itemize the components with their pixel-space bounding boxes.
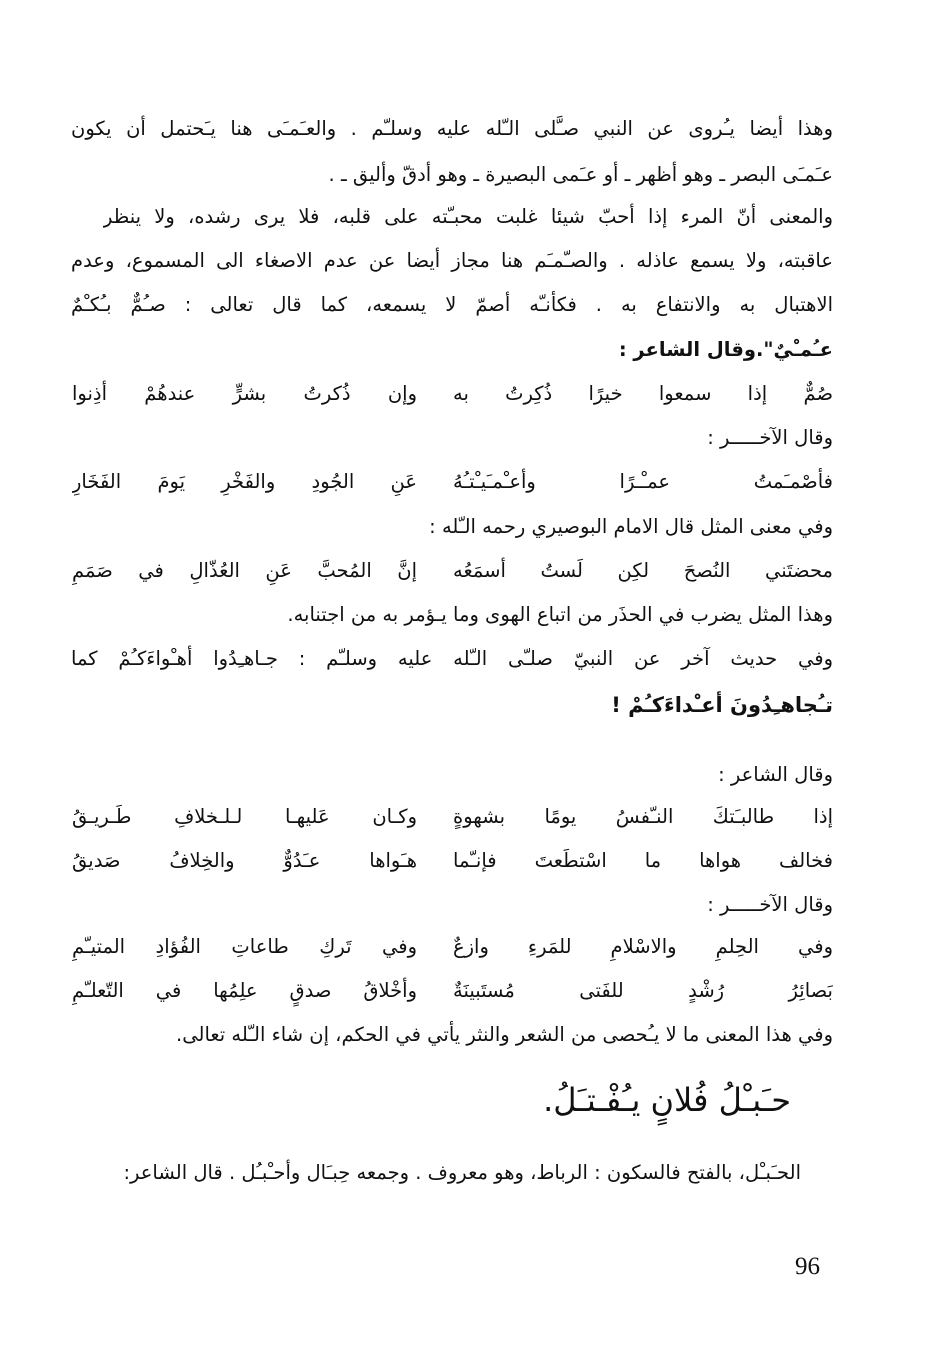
definition-line: الحـَبـْل، بالفتح فالسكون : الرباط، وهو معروف . وجمعه حِبـَال وأحـْبـُل . قال الشاعر: <box>123 1161 801 1184</box>
body-line-10: وفي حديث آخر عن النبيّ صلـّى الـّله عليه وسلـّم : جـاهـِدُوا أهـْواءَكـُمْ كما <box>71 647 833 670</box>
verse-2-hemistich-2: عَنِ الجُودِ والفَخْرِ يَومَ الفَخَارِ <box>72 470 417 493</box>
verse-5-hemistich-2: هـَواها عـَدُوٌّ والخِلافُ صَديقُ <box>72 849 417 872</box>
verse-7-hemistich-1: بَصائِرُ رُشْدٍ للفَتى مُستَبينَةٌ <box>453 979 833 1002</box>
section-heading: حـَبـْلُ فُلانٍ يـُفْـتـَلُ. <box>543 1081 791 1119</box>
body-line-14: وفي هذا المعنى ما لا يـُحصى من الشعر والنثر يأتي في الحكم، إن شاء الـّله تعالى. <box>176 1023 833 1046</box>
page-number: 96 <box>795 1253 820 1280</box>
verse-3-hemistich-2: إنَّ المُحبَّ عَنِ العُذّالِ في صَمَمِ <box>72 559 417 582</box>
verse-6-hemistich-2: وفي تَركِ طاعاتِ الفُؤادِ المتيـّمِ <box>72 935 417 958</box>
body-line-13: وقال الآخـــــر : <box>707 893 833 916</box>
body-line-5: الاهتبال به والانتفاع به . فكأنـّه أصمّ لا يسمعه، كما قال تعالى : صـُمٌّ بـُكـْمٌ <box>71 293 833 316</box>
body-line-4: عاقبته، ولا يسمع عاذله . والصـّمـَم هنا مجاز أيضا عن عدم الاصغاء الى المسموع، وعدم <box>71 249 833 272</box>
verse-7-hemistich-2: وأخْلاقُ صدقٍ علِمُها في التّعلـّمِ <box>72 979 417 1002</box>
body-line-9: وهذا المثل يضرب في الحذَر من اتباع الهوى وما يـؤمر به من اجتنابه. <box>287 603 833 626</box>
verse-2-hemistich-1: فأصْمـَمتُ عمـْـرًا وأعـْمـَيـْتـُهُ <box>453 470 833 493</box>
verse-3-hemistich-1: محضتَني النُصحَ لكِن لَستُ أسمَعُه <box>453 559 833 582</box>
body-line-11: تـُجاهـِدُونَ أعـْداءَكـُمْ ! <box>611 693 833 717</box>
verse-5-hemistich-1: فخالف هواها ما اسْتطَعتَ فإنـّما <box>453 849 833 872</box>
verse-1-hemistich-1: صُمٌّ إذا سمعوا خيرًا ذُكِرتُ به <box>453 382 833 405</box>
body-line-2: عـَمـَى البصر ـ وهو أظهر ـ أو عـَمى البصيرة ـ وهو أدقّ وأليق ـ . <box>328 163 833 186</box>
verse-4-hemistich-2: وكـان عَليهـا لـلـخلافِ طَـريـقُ <box>72 805 417 828</box>
verse-4-hemistich-1: إذا طالبـَتكَ النـّفسُ يومًا بشهوةٍ <box>453 805 833 828</box>
verse-1-hemistich-2: وإن ذُكرتُ بشرٍّ عندهُمْ أذِنوا <box>72 382 417 405</box>
body-line-8: وفي معنى المثل قال الامام البوصيري رحمه الـّله : <box>429 515 833 538</box>
verse-6-hemistich-1: وفي الحِلمِ والاسْلامِ للمَرءِ وازعٌ <box>453 935 833 958</box>
body-line-12: وقال الشاعر : <box>718 763 833 786</box>
body-line-1: وهذا أيضا يـُروى عن النبي صـَّلى الـّله عليه وسلـّم . والعـَمـَى هنا يـَحتمل أن يكون <box>71 117 833 140</box>
body-line-6: عـُمـْيٌ".وقال الشاعر : <box>618 338 833 361</box>
body-line-7: وقال الآخـــــر : <box>707 426 833 449</box>
body-line-3: والمعنى أنّ المرء إذا أحبّ شيئا غلبت محبـّته على قلبه، فلا يرى رشده، ولا ينظر <box>103 205 833 228</box>
